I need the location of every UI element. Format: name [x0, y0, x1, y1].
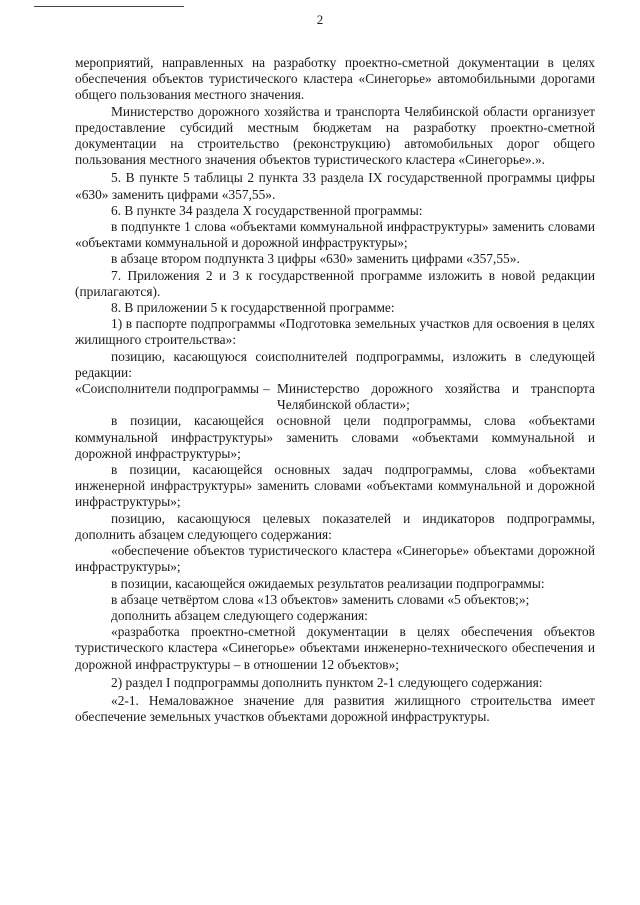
paragraph-4: 6. В пункте 34 раздела X государственной программы: — [111, 202, 423, 218]
coexecutors-dash: – — [263, 381, 270, 397]
coexecutors-label: «Соисполнители подпрограммы — [75, 381, 260, 397]
coexecutors-value: Министерство дорожного хозяйства и транспорта Челябинской области»; — [277, 381, 595, 413]
paragraph-2: Министерство дорожного хозяйства и транспорта Челябинской области организует предоставление субсидий местным бюджетам на разработку проектно-сметной документации на строительство (реконструкцию) автомобильных дорог общего пользования местного значения объектов туристического кластера «Синегорье».». — [75, 103, 595, 168]
paragraph-9: 1) в паспорте подпрограммы «Подготовка земельных участков для освоения в целях жилищного строительства»: — [75, 316, 595, 348]
paragraph-8: 8. В приложении 5 к государственной программе: — [111, 300, 395, 316]
page-number: 2 — [316, 12, 324, 27]
paragraph-15: в позиции, касающейся ожидаемых результатов реализации подпрограммы: — [111, 575, 545, 591]
paragraph-10: позицию, касающуюся соисполнителей подпрограммы, изложить в следующей редакции: — [75, 348, 595, 380]
header-rule — [34, 6, 184, 7]
paragraph-16: в абзаце четвёртом слова «13 объектов» заменить словами «5 объектов;»; — [111, 591, 530, 607]
paragraph-17: дополнить абзацем следующего содержания: — [111, 607, 368, 623]
paragraph-7: 7. Приложения 2 и 3 к государственной программе изложить в новой редакции (прилагаются). — [75, 267, 595, 299]
paragraph-12: в позиции, касающейся основных задач подпрограммы, слова «объектами инженерной инфраструктуры» заменить словами «объектами коммунальной и дорожной инфраструктуры»; — [75, 462, 595, 510]
paragraph-14: «обеспечение объектов туристического кластера «Синегорье» объектами дорожной инфраструктуры»; — [75, 543, 595, 575]
coexecutors-row — [75, 381, 595, 413]
paragraph-5: в подпункте 1 слова «объектами коммунальной инфраструктуры» заменить словами «объектами коммунальной и дорожной инфраструктуры»; — [75, 219, 595, 251]
paragraph-18: «разработка проектно-сметной документации в целях обеспечения объектов туристического кластера «Синегорье» объектами инженерно-технического обеспечения и дорожной инфраструктуры – в отношении 12 объектов»; — [75, 624, 595, 672]
paragraph-13: позицию, касающуюся целевых показателей и индикаторов подпрограммы, дополнить абзацем следующего содержания: — [75, 510, 595, 542]
coexecutors-label-cell — [75, 381, 270, 413]
document-body — [75, 55, 595, 725]
paragraph-1: мероприятий, направленных на разработку проектно-сметной документации в целях обеспечения объектов туристического кластера «Синегорье» автомобильными дорогами общего пользования местного значения. — [75, 55, 595, 103]
paragraph-19: 2) раздел I подпрограммы дополнить пунктом 2-1 следующего содержания: — [111, 674, 543, 690]
paragraph-6: в абзаце втором подпункта 3 цифры «630» заменить цифрами «357,55». — [111, 251, 520, 267]
paragraph-3: 5. В пункте 5 таблицы 2 пункта 33 раздела IX государственной программы цифры «630» заменить цифрами «357,55». — [75, 170, 595, 202]
paragraph-20: «2-1. Немаловажное значение для развития жилищного строительства имеет обеспечение земельных участков объектами дорожной инфраструктуры. — [75, 692, 595, 725]
paragraph-11: в позиции, касающейся основной цели подпрограммы, слова «объектами коммунальной инфраструктуры» заменить словами «объектами коммунальной и дорожной инфраструктуры»; — [75, 413, 595, 461]
